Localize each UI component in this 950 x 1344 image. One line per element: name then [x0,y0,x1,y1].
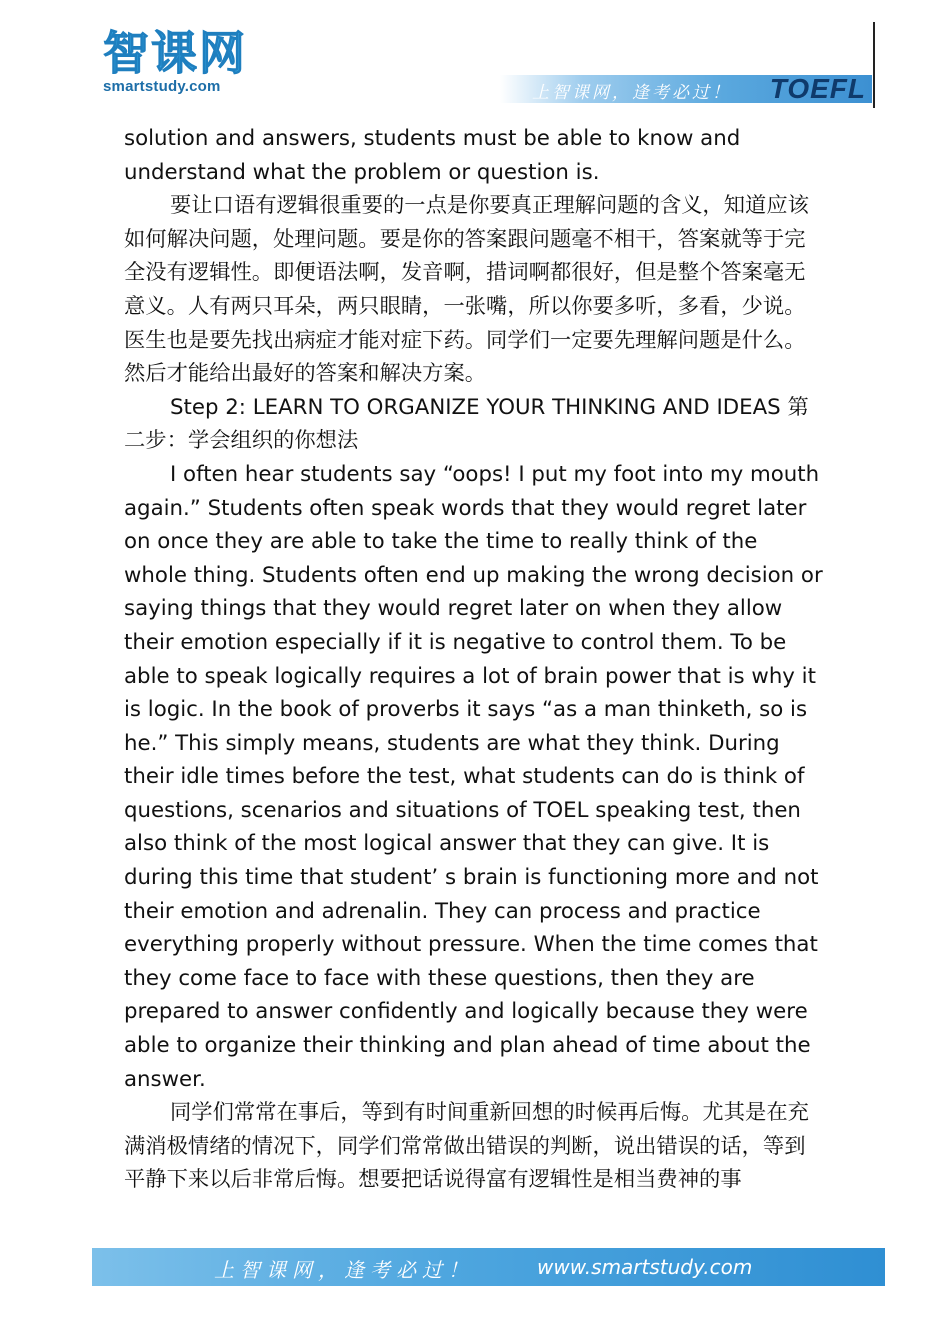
footer-slogan: 上智课网，逢考必过！ [214,1258,474,1282]
exam-tag: TOEFL [769,73,866,104]
document-body [124,122,824,1197]
header-slogan: 上智课网，逢考必过！ [532,83,732,103]
paragraph-chinese-1: 要让口语有逻辑很重要的一点是你要真正理解问题的含义，知道应该如何解决问题，处理问题。要是你的答案跟问题毫不相干，答案就等于完全没有逻辑性。即便语法啊，发音啊，措词啊都很好，但是整个答案毫无意义。人有两只耳朵，两只眼睛，一张嘴，所以你要多听，多看，少说。医生也是要先找出病症才能对症下药。同学们一定要先理解问题是什么。然后才能给出最好的答案和解决方案。 [124,193,809,387]
header-divider [873,22,875,108]
paragraph-chinese-2: 同学们常常在事后，等到有时间重新回想的时候再后悔。尤其是在充满消极情绪的情况下，同学们常常做出错误的判断，说出错误的话，等到平静下来以后非常后悔。想要把话说得富有逻辑性是相当费神的事 [124,1100,809,1193]
smartstudy-logo[interactable] [103,28,263,95]
paragraph-english-2: I often hear students say “oops! I put my foot into my mouth again.” Students often speak words that they would regret later on once they are able to take the time to really think of the whole thing. Students often end up making the wrong decision or saying things that they would regret later on when they allow their emotion especially if it is negative to control them. To be able to speak logically requires a lot of brain power that is why it is logic. In the book of proverbs it says “as a man thinketh, so is he.” This simply means, students are what they think. During their idle times before the test, what students can do is think of questions, scenarios and situations of TOEL speaking test, then also think of the most logical answer that they can give. It is during this time that student’ s brain is functioning more and not their emotion and adrenalin. They can process and practice everything properly without pressure. When the time comes that they come face to face with these questions, then they are prepared to answer confidently and logically because they were able to organize their thinking and plan ahead of time about the answer. [124,461,823,1092]
logo-chinese-text: 智课网 [103,26,247,80]
header-banner [500,75,872,103]
step-heading: Step 2: LEARN TO ORGANIZE YOUR THINKING AND IDEAS 第二步：学会组织的你想法 [124,394,809,454]
footer-url-link[interactable]: www.smartstudy.com [537,1255,753,1279]
logo-english-text: smartstudy.com [103,78,221,95]
paragraph-continued: solution and answers, students must be able to know and understand what the problem or question is. [124,126,741,185]
footer-banner [92,1248,885,1286]
